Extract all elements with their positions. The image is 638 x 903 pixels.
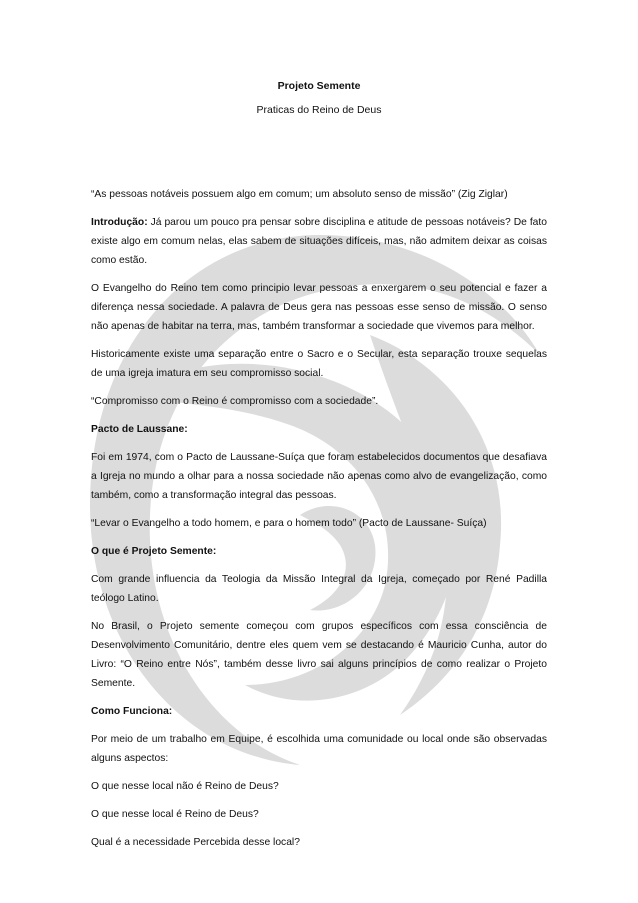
paragraph-influencia: Com grande influencia da Teologia da Missão Integral da Igreja, começado por René Padilla teólogo Latino.	[91, 574, 547, 604]
question-necessidade: Qual é a necessidade Percebida desse local?	[91, 837, 300, 848]
paragraph-evangelho: O Evangelho do Reino tem como principio levar pessoas a enxergarem o seu potencial e fazer a diferença nessa sociedade. A palavra de Deus gera nas pessoas esse senso de missão. O senso não apenas de habitar na terra, mas, também transformar a sociedade que vivemos para melhor.	[91, 283, 547, 332]
intro-text: Já parou um pouco pra pensar sobre disciplina e atitude de pessoas notáveis? De fato existe algo em comum nelas, elas sabem de situações difíceis, mas, não admitem deixar as coisas como estão.	[91, 217, 547, 266]
question-not-reino: O que nesse local não é Reino de Deus?	[91, 781, 279, 792]
intro-label: Introdução:	[91, 217, 148, 228]
intro-paragraph	[91, 213, 547, 270]
paragraph-brasil: No Brasil, o Projeto semente começou com grupos específicos com essa consciência de Desenvolvimento Comunitário, dentre eles quem vem se destacando é Mauricio Cunha, autor do Livro: “O Reino entre Nós”, também desse livro sai alguns princípios de como realizar o Projeto Semente.	[91, 621, 547, 689]
quote-laussane: “Levar o Evangelho a todo homem, e para o homem todo” (Pacto de Laussane- Suíça)	[91, 518, 487, 529]
question-is-reino: O que nesse local é Reino de Deus?	[91, 809, 259, 820]
heading-oque: O que é Projeto Semente:	[91, 546, 217, 557]
page-subtitle: Praticas do Reino de Deus	[256, 104, 382, 116]
paragraph-funciona: Por meio de um trabalho em Equipe, é escolhida uma comunidade ou local onde são observadas alguns aspectos:	[91, 734, 547, 764]
heading-pacto: Pacto de Laussane:	[91, 424, 188, 435]
heading-funciona: Como Funciona:	[91, 706, 173, 717]
quote-compromisso: “Compromisso com o Reino é compromisso com a sociedade”.	[91, 396, 379, 407]
quote-ziglar: “As pessoas notáveis possuem algo em comum; um absoluto senso de missão” (Zig Ziglar)	[91, 189, 508, 200]
page-title: Projeto Semente	[277, 80, 361, 92]
paragraph-pacto: Foi em 1974, com o Pacto de Laussane-Suíça que foram estabelecidos documentos que desafiava a Igreja no mundo a olhar para a nossa sociedade não apenas como alvo de evangelização, como também, como a transformação integral das pessoas.	[91, 452, 547, 501]
document-body	[91, 79, 547, 861]
paragraph-historia: Historicamente existe uma separação entre o Sacro e o Secular, esta separação trouxe sequelas de uma igreja imatura em seu compromisso social.	[91, 349, 547, 379]
